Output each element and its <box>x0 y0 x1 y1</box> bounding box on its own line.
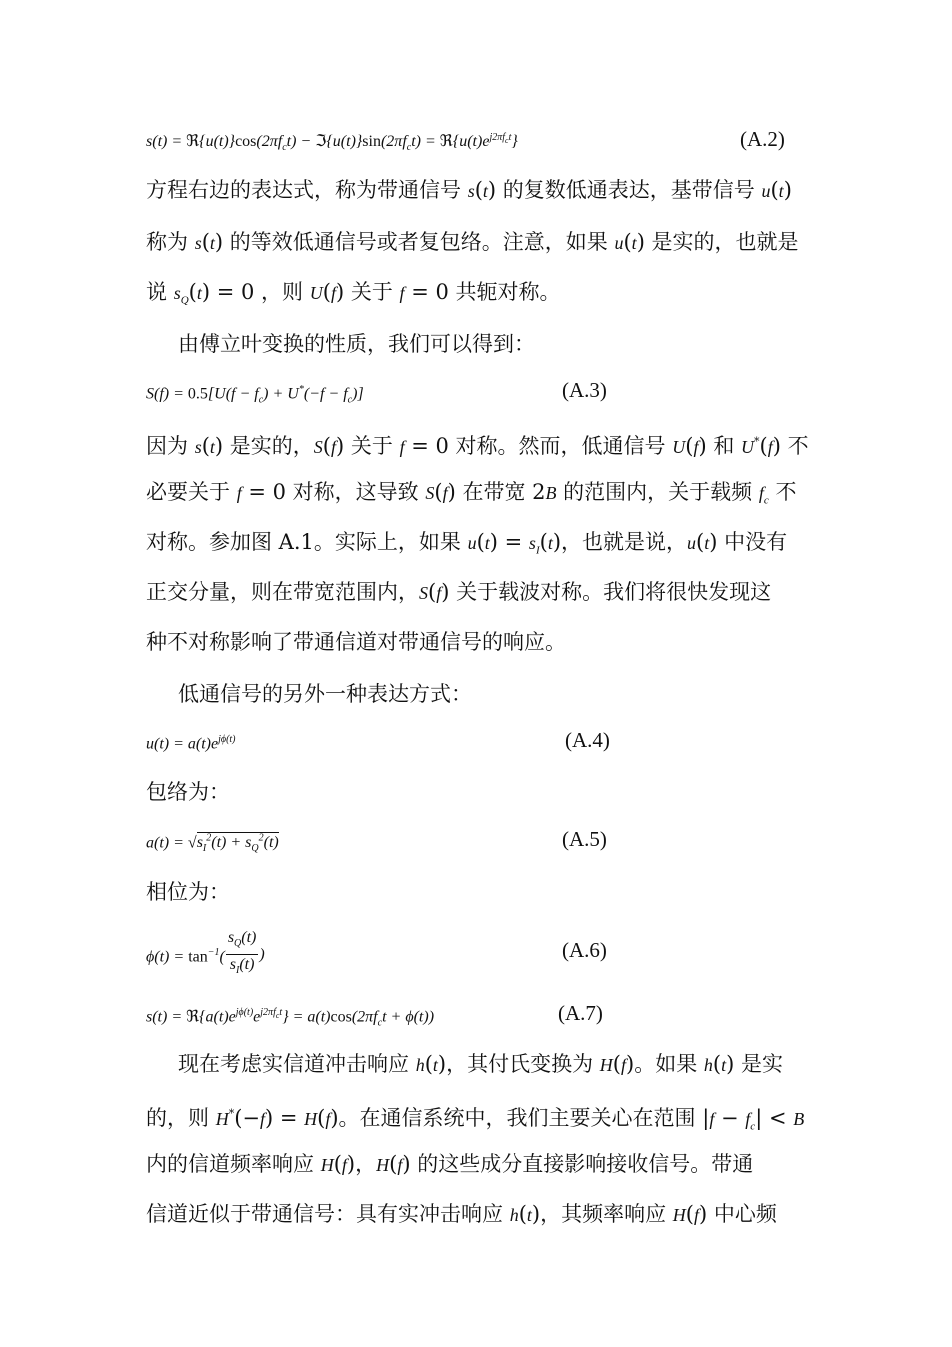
equation-a5: $a(t) = √s_I^2(t) + s_Q^2(t)$ <box>146 833 279 855</box>
paragraph-line: 由傅立叶变换的性质，我们可以得到： <box>178 332 535 356</box>
paragraph-line: 种不对称影响了带通信道对带通信号的响应。 <box>146 630 566 654</box>
paragraph-line: 因为 s(t) 是实的，S(f) 关于 f = 0 对称。然而，低通信号 U(f) 和 U*(f) 不 <box>146 434 809 458</box>
equation-number-a2: (A.2) <box>740 127 785 151</box>
paragraph-line: 正交分量，则在带宽范围内，S(f) 关于载波对称。我们将很快发现这 <box>146 580 772 604</box>
equation-number-a7: (A.7) <box>558 1001 603 1025</box>
equation-a2 <box>146 128 518 159</box>
paragraph-line: 内的信道频率响应 H(f)，H(f) 的这些成分直接影响接收信号。带通 <box>146 1152 754 1176</box>
paragraph-line: 对称。参加图 A.1。实际上，如果 $u(t) = s_I(t)$，也就是说，u(t) 中没有 <box>146 530 788 557</box>
paragraph-line: 说 $s_Q(t) = 0$ ，则 U(f) 关于 f = 0 共轭对称。 <box>146 280 561 307</box>
equation-number-a4: (A.4) <box>565 728 610 752</box>
paragraph-line: 相位为： <box>146 880 230 904</box>
paragraph-line: 的，则 H*(−f) = H(f)。在通信系统中，我们主要关心在范围 $|f - f_c| < B$ <box>146 1106 805 1133</box>
paragraph-line: 信道近似于带通信号：具有实冲击响应 h(t)，其频率响应 H(f) 中心频 <box>146 1202 777 1226</box>
equation-a3: $S(f) = 0.5[U(f - f_c) + U^*(-f - f_c)]$ <box>146 384 364 406</box>
equation-number-a3: (A.3) <box>562 378 607 402</box>
paragraph-line: 包络为： <box>146 780 230 804</box>
paragraph-line: 低通信号的另外一种表达方式： <box>178 682 472 706</box>
equation-a4: $u(t) = a(t)e^{j\phi(t)}$ <box>146 734 236 753</box>
equation-number-a6: (A.6) <box>562 938 607 962</box>
paragraph-line: 现在考虑实信道冲击响应 h(t)，其付氏变换为 H(f)。如果 h(t) 是实 <box>178 1052 783 1076</box>
paragraph-line: 称为 s(t) 的等效低通信号或者复包络。注意，如果 u(t) 是实的，也就是 <box>146 230 799 254</box>
paragraph-line: 方程右边的表达式，称为带通信号 s(t) 的复数低通表达，基带信号 u(t) <box>146 178 792 202</box>
equation-a2-expr: $s(t) = ℜ\{u(t)\}\cos(2\pi f_ct)$ − $ℑ\{u(t)\}\sin(2\pi f_ct)$ = $ℜ\{u(t)e^{j2\pi f_ct}\}$ <box>146 132 518 154</box>
equation-a7: $s(t) = ℜ\{a(t)e^{j\phi(t)}e^{j2\pi f_ct}\} = a(t)\cos(2\pi f_ct + \phi(t))$ <box>146 1007 435 1029</box>
equation-number-a5: (A.5) <box>562 827 607 851</box>
equation-a6: $\phi(t) = \tan^{-1}$( $\frac{s_Q(t)}{s_I(t)}$ ) <box>146 929 265 977</box>
paragraph-line: 必要关于 f = 0 对称，这导致 S(f) 在带宽 2B 的范围内，关于载频 $f_c$ 不 <box>146 480 797 507</box>
